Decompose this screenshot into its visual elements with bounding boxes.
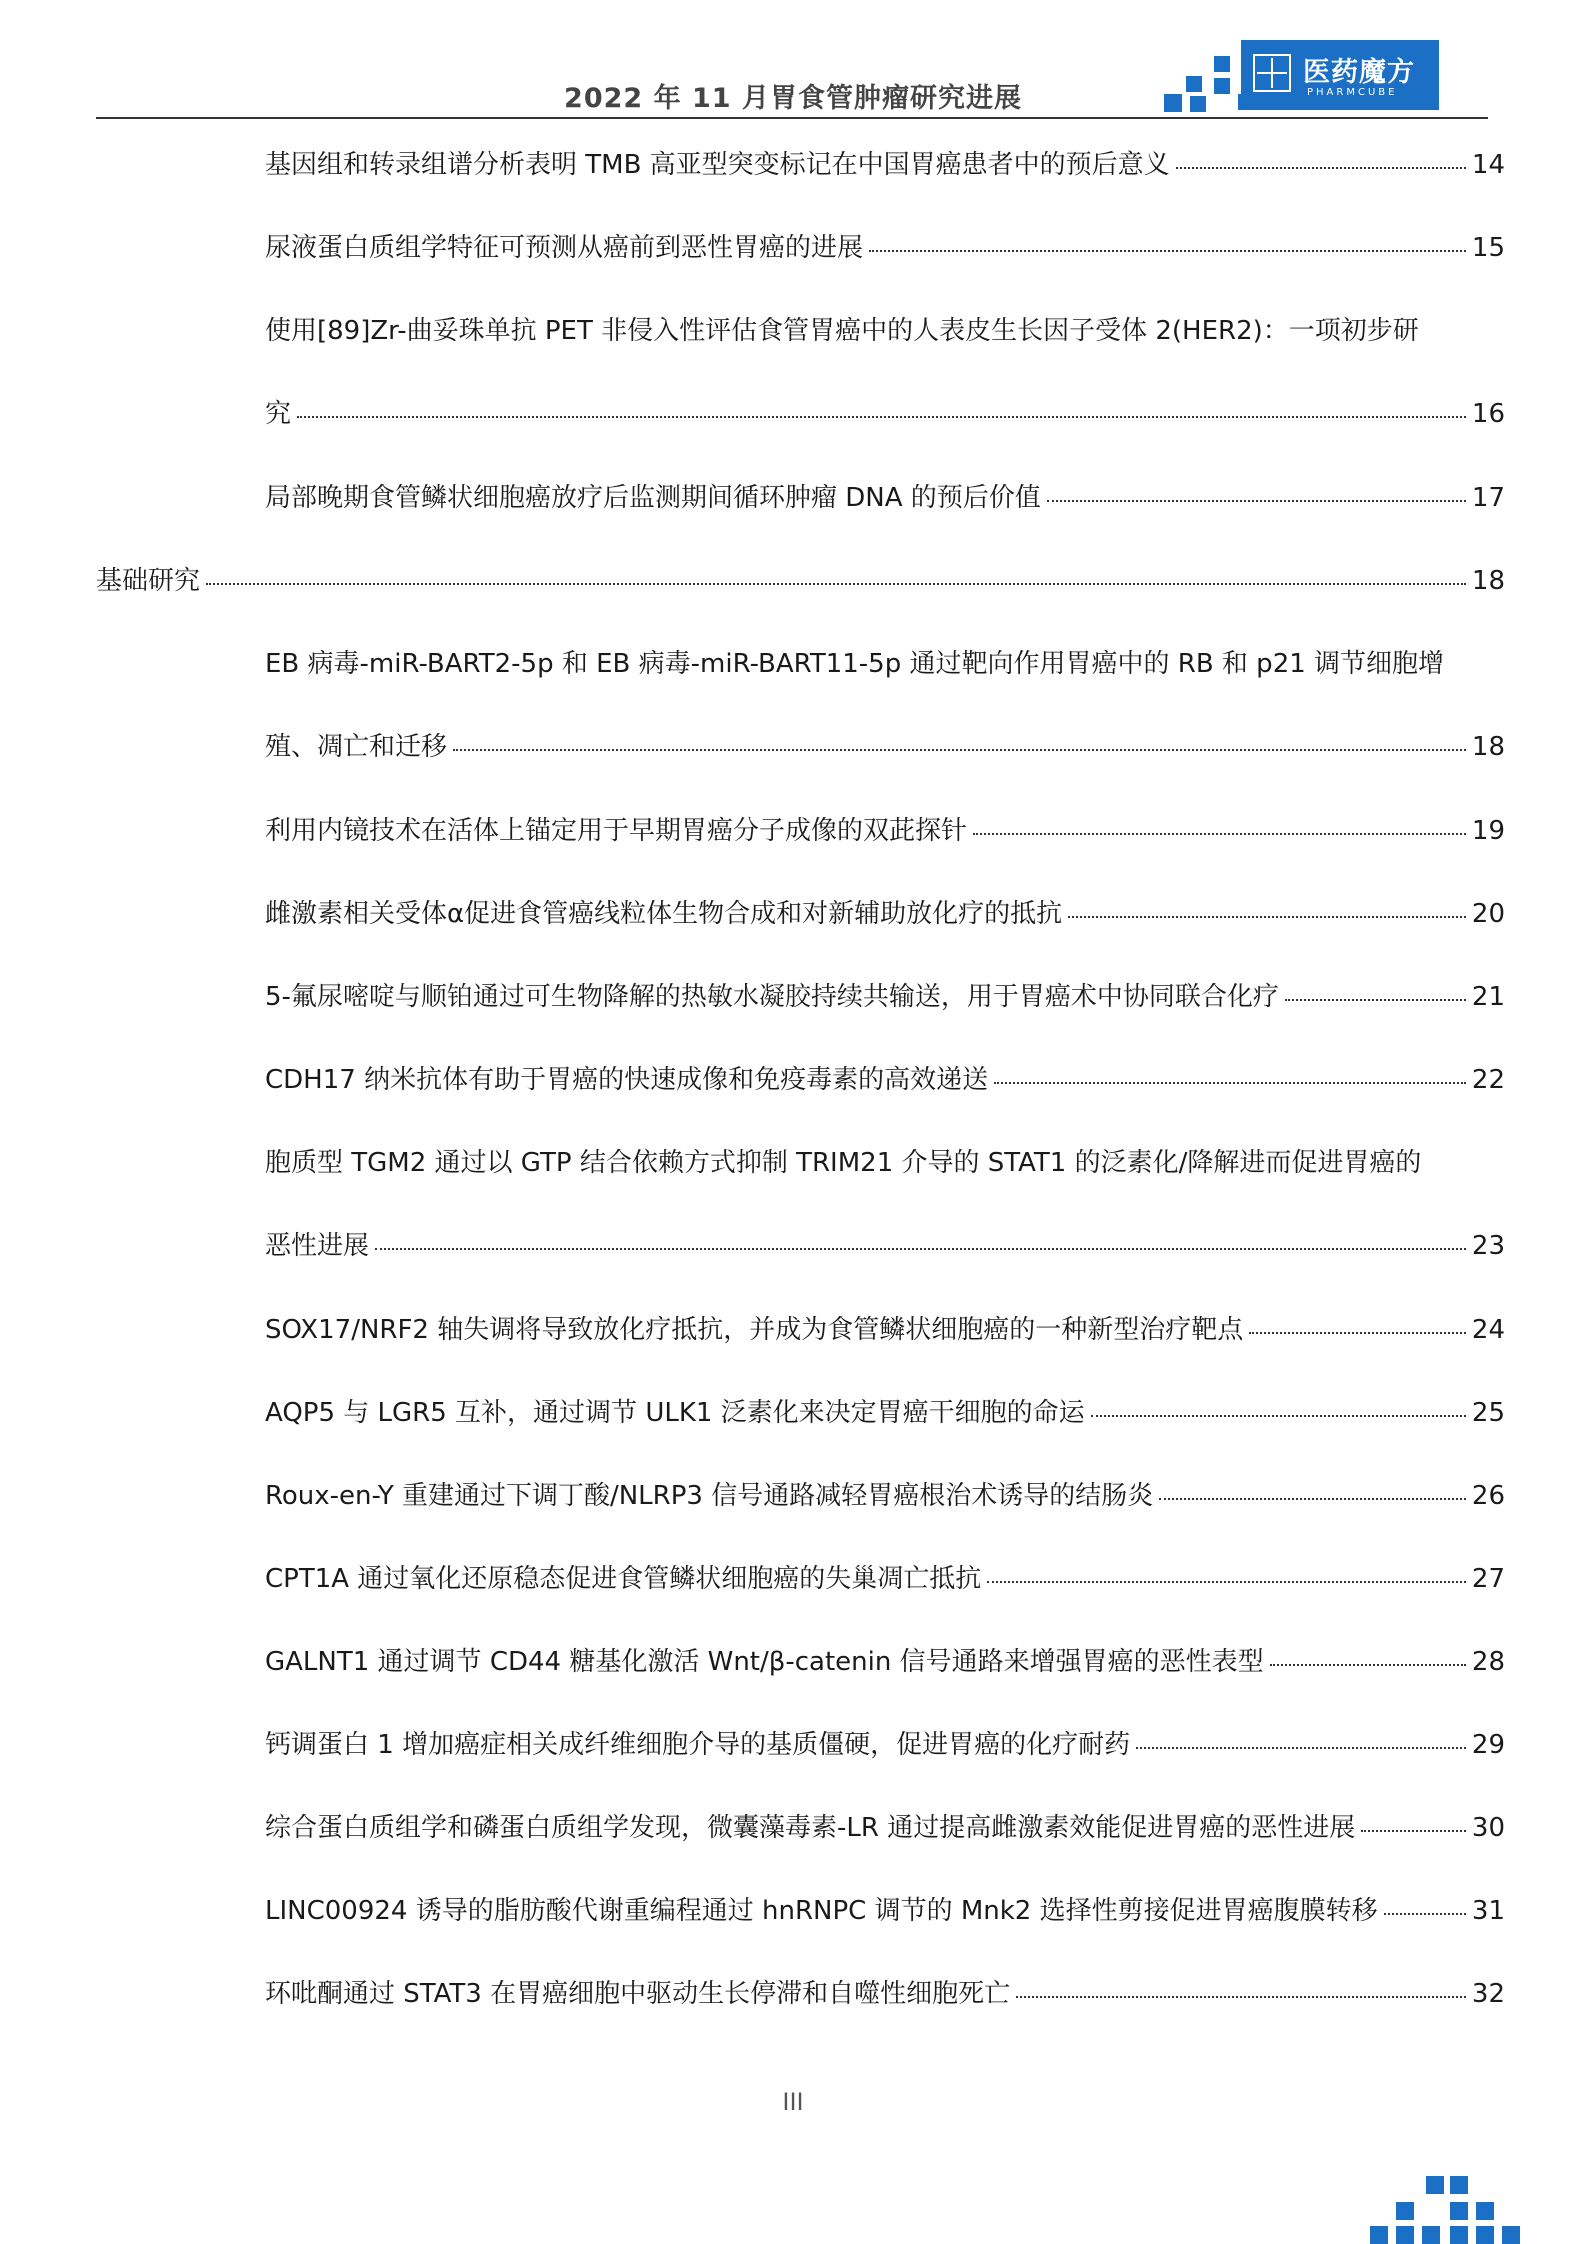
toc-section-entry[interactable] — [96, 565, 1505, 597]
toc-entry[interactable] — [265, 1397, 1505, 1429]
cube-icon — [1253, 54, 1291, 92]
toc-entry-title: 利用内镜技术在活体上锚定用于早期胃癌分子成像的双茈探针 — [265, 816, 968, 846]
toc-entry-title: 殖、凋亡和迁移 — [265, 732, 448, 762]
dot-leader — [1136, 1747, 1466, 1749]
dot-leader — [869, 250, 1466, 252]
toc-page-number: 32 — [1471, 1979, 1505, 2009]
toc-page-number: 27 — [1471, 1564, 1505, 1594]
toc-entry[interactable] — [265, 815, 1505, 847]
dot-leader — [1270, 1664, 1466, 1666]
toc-page-number: 30 — [1471, 1813, 1505, 1843]
dot-leader — [1159, 1498, 1466, 1500]
toc-page-number: 28 — [1471, 1647, 1505, 1677]
toc-entry-title: CDH17 纳米抗体有助于胃癌的快速成像和免疫毒素的高效递送 — [265, 1065, 989, 1095]
logo-chinese-name: 医药魔方 — [1303, 57, 1415, 88]
toc-entry[interactable] — [265, 1729, 1505, 1761]
toc-entry-title: 5-氟尿嘧啶与顺铂通过可生物降解的热敏水凝胶持续共输送，用于胃癌术中协同联合化疗 — [265, 982, 1279, 1012]
toc-page-number: 26 — [1471, 1481, 1505, 1511]
toc-entry-title: 究 — [265, 399, 292, 429]
dot-leader — [1249, 1332, 1466, 1334]
dot-leader — [1285, 999, 1466, 1001]
toc-page-number: 21 — [1471, 982, 1505, 1012]
toc-page-number: 18 — [1471, 566, 1505, 596]
toc-entry[interactable] — [265, 1895, 1505, 1927]
toc-entry[interactable] — [265, 232, 1505, 264]
toc-page-number: 23 — [1471, 1231, 1505, 1261]
toc-entry[interactable] — [265, 482, 1505, 514]
toc-entry-title: LINC00924 诱导的脂肪酸代谢重编程通过 hnRNPC 调节的 Mnk2 选择性剪接促进胃癌腹膜转移 — [265, 1896, 1378, 1926]
dot-leader — [1016, 1996, 1466, 1998]
toc-entry[interactable] — [265, 1064, 1505, 1096]
toc-page-number: 25 — [1471, 1398, 1505, 1428]
dot-leader — [973, 833, 1466, 835]
dot-leader — [1176, 167, 1466, 169]
toc-entry-title: 综合蛋白质组学和磷蛋白质组学发现，微囊藻毒素-LR 通过提高雌激素效能促进胃癌的恶性进展 — [265, 1813, 1356, 1843]
toc-entry[interactable] — [265, 898, 1505, 930]
document-header-title: 2022 年 11 月胃食管肿瘤研究进展 — [564, 83, 1022, 114]
toc-section-title: 基础研究 — [96, 566, 201, 596]
toc-entry-title: 尿液蛋白质组学特征可预测从癌前到恶性胃癌的进展 — [265, 233, 864, 263]
toc-page-number: 24 — [1471, 1315, 1505, 1345]
dot-leader — [987, 1581, 1466, 1583]
dot-leader — [1361, 1830, 1466, 1832]
logo-english-name: PHARMCUBE — [1307, 87, 1398, 98]
toc-entry[interactable] — [265, 1147, 1505, 1262]
toc-entry[interactable] — [265, 1480, 1505, 1512]
dot-leader — [1384, 1913, 1466, 1915]
dot-leader — [1091, 1415, 1466, 1417]
toc-entry-title: 钙调蛋白 1 增加癌症相关成纤维细胞介导的基质僵硬，促进胃癌的化疗耐药 — [265, 1730, 1131, 1760]
toc-entry-title: AQP5 与 LGR5 互补，通过调节 ULK1 泛素化来决定胃癌干细胞的命运 — [265, 1398, 1085, 1428]
toc-page-number: 20 — [1471, 899, 1505, 929]
dot-leader — [297, 416, 1466, 418]
toc-page-number: 14 — [1471, 150, 1505, 180]
toc-entry-title: GALNT1 通过调节 CD44 糖基化激活 Wnt/β-catenin 信号通路来增强胃癌的恶性表型 — [265, 1647, 1264, 1677]
dot-leader — [453, 749, 1466, 751]
toc-entry-title: 基因组和转录组谱分析表明 TMB 高亚型突变标记在中国胃癌患者中的预后意义 — [265, 150, 1170, 180]
toc-entry[interactable] — [265, 1646, 1505, 1678]
dot-leader — [375, 1248, 1466, 1250]
toc-page-number: 31 — [1471, 1896, 1505, 1926]
toc-entry[interactable] — [265, 1812, 1505, 1844]
toc-page-number: 29 — [1471, 1730, 1505, 1760]
dot-leader — [1068, 916, 1466, 918]
toc-entry[interactable] — [265, 315, 1505, 430]
toc-entry-title-line1: EB 病毒-miR-BART2-5p 和 EB 病毒-miR-BART11-5p 通过靶向作用胃癌中的 RB 和 p21 调节细胞增 — [265, 649, 1445, 679]
dot-leader — [994, 1082, 1466, 1084]
page-number: III — [782, 2088, 804, 2116]
toc-entry-title: CPT1A 通过氧化还原稳态促进食管鳞状细胞癌的失巢凋亡抵抗 — [265, 1564, 982, 1594]
toc-entry-title: SOX17/NRF2 轴失调将导致放化疗抵抗，并成为食管鳞状细胞癌的一种新型治疗靶点 — [265, 1315, 1244, 1345]
toc-entry[interactable] — [265, 149, 1505, 181]
dot-leader — [1047, 500, 1466, 502]
toc-entry-title: 环吡酮通过 STAT3 在胃癌细胞中驱动生长停滞和自噬性细胞死亡 — [265, 1979, 1011, 2009]
pharmcube-logo — [1241, 40, 1439, 110]
toc-page-number: 17 — [1471, 483, 1505, 513]
dot-leader — [206, 583, 1466, 585]
toc-entry[interactable] — [265, 1314, 1505, 1346]
toc-entry[interactable] — [265, 1978, 1505, 2010]
toc-page-number: 18 — [1471, 732, 1505, 762]
toc-entry-title: 雌激素相关受体α促进食管癌线粒体生物合成和对新辅助放化疗的抵抗 — [265, 899, 1063, 929]
toc-entry-title: 恶性进展 — [265, 1231, 370, 1261]
toc-page-number: 19 — [1471, 816, 1505, 846]
header-divider — [96, 117, 1488, 119]
toc-entry-title-line1: 使用[89]Zr-曲妥珠单抗 PET 非侵入性评估食管胃癌中的人表皮生长因子受体 2(HER2)：一项初步研 — [265, 316, 1419, 346]
toc-entry[interactable] — [265, 1563, 1505, 1595]
toc-entry-title: Roux-en-Y 重建通过下调丁酸/NLRP3 信号通路减轻胃癌根治术诱导的结肠炎 — [265, 1481, 1154, 1511]
toc-entry-title-line1: 胞质型 TGM2 通过以 GTP 结合依赖方式抑制 TRIM21 介导的 STAT1 的泛素化/降解进而促进胃癌的 — [265, 1148, 1422, 1178]
toc-page-number: 22 — [1471, 1065, 1505, 1095]
toc-page-number: 15 — [1471, 233, 1505, 263]
toc-entry[interactable] — [265, 648, 1505, 763]
toc-page-number: 16 — [1471, 399, 1505, 429]
toc-entry-title: 局部晚期食管鳞状细胞癌放疗后监测期间循环肿瘤 DNA 的预后价值 — [265, 483, 1041, 513]
toc-entry[interactable] — [265, 981, 1505, 1013]
